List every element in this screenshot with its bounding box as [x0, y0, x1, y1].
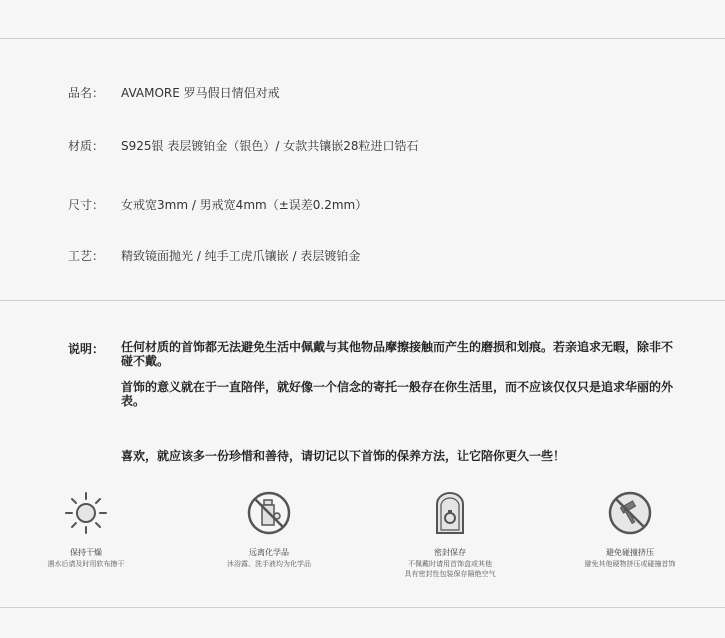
- spec-name-value: AVAMORE 罗马假日情侣对戒: [121, 86, 280, 100]
- care-title-dry: 保持干燥: [70, 548, 102, 557]
- notes-paragraph-2: 首饰的意义就在于一直陪伴，就好像一个信念的寄托一般存在你生活里，而不应该仅仅只是追求华丽的外表。: [121, 380, 674, 408]
- sun-icon: [63, 490, 109, 536]
- spec-material-value: S925银 表层镀铂金（银色）/ 女款共镶嵌28粒进口锆石: [121, 139, 419, 153]
- spec-craft-label: 工艺：: [68, 249, 105, 263]
- care-title-chemicals: 远离化学品: [249, 548, 289, 557]
- spec-name-label: 品名：: [68, 86, 105, 100]
- no-impact-icon: [607, 490, 653, 536]
- top-divider: [0, 38, 725, 39]
- notes-label: 说明：: [68, 342, 105, 356]
- notes-paragraph-1: 任何材质的首饰都无法避免生活中佩戴与其他物品摩擦接触而产生的磨损和划痕。若亲追求无暇，除非不碰不戴。: [121, 340, 674, 368]
- care-title-storage: 密封保存: [434, 548, 466, 557]
- bottom-divider: [0, 607, 725, 608]
- ring-box-icon: [427, 490, 473, 536]
- care-desc-dry: 遇水后请及时用软布擦干: [47, 560, 125, 568]
- spec-size-label: 尺寸：: [68, 198, 105, 212]
- middle-divider: [0, 300, 725, 301]
- care-desc-chemicals: 沐浴露、洗手液均为化学品: [227, 560, 311, 568]
- spec-size-value: 女戒宽3mm / 男戒宽4mm（±误差0.2mm）: [121, 198, 368, 212]
- care-desc-impact: 避免其他硬物挤压或碰撞首饰: [584, 560, 676, 568]
- care-desc-storage-1: 不佩戴时请用首饰盒或其他: [408, 560, 492, 568]
- notes-paragraph-3: 喜欢，就应该多一份珍惜和善待，请切记以下首饰的保养方法，让它陪你更久一些！: [121, 449, 566, 463]
- care-title-impact: 避免碰撞挤压: [606, 548, 654, 557]
- care-desc-storage-2: 具有密封性包装保存隔绝空气: [404, 570, 496, 578]
- spec-craft-value: 精致镜面抛光 / 纯手工虎爪镶嵌 / 表层镀铂金: [121, 249, 361, 263]
- spec-material-label: 材质：: [68, 139, 105, 153]
- no-chemicals-icon: [246, 490, 292, 536]
